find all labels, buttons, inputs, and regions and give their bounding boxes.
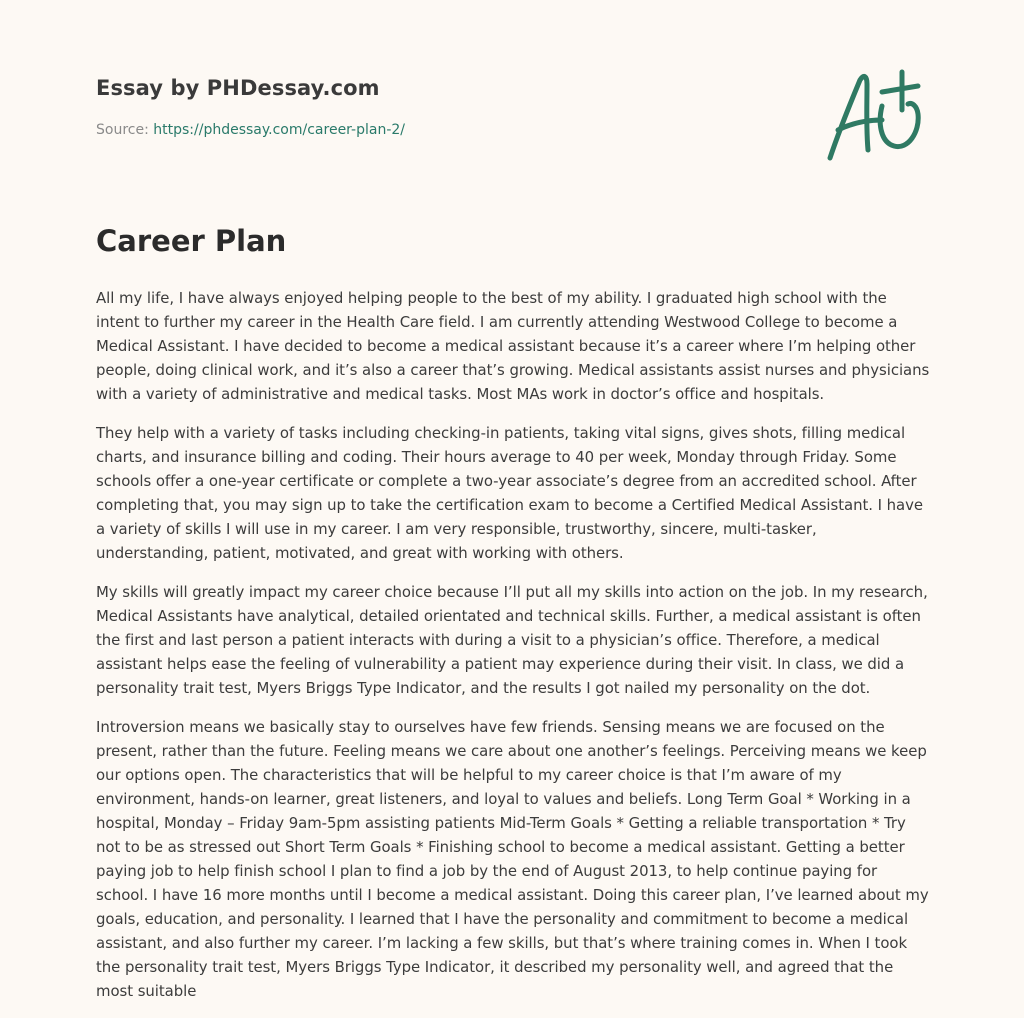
page-header xyxy=(96,76,796,138)
essay-paragraph: Introversion means we basically stay to ourselves have few friends. Sensing means we are focused on the present, rather than the future. Feeling means we care about one another’s feelings. Perceiving means we keep our options open. The characteristics that will be helpful to my career choice is that I’m aware of my environment, hands-on learner, great listeners, and loyal to values and beliefs. Long Term Goal * Working in a hospital, Monday – Friday 9am-5pm assisting patients Mid-Term Goals * Getting a reliable transportation * Try not to be as stressed out Short Term Goals * Finishing school to become a medical assistant. Getting a better paying job to help finish school I plan to find a job by the end of August 2013, to help continue paying for school. I have 16 more months until I become a medical assistant. Doing this career plan, I’ve learned about my goals, education, and personality. I learned that I have the personality and commitment to become a medical assistant, and also further my career. I’m lacking a few skills, but that’s where training comes in. When I took the personality trait test, Myers Briggs Type Indicator, it described my personality well, and agreed that the most suitable xyxy=(96,718,929,1000)
source-link[interactable]: https://phdessay.com/career-plan-2/ xyxy=(153,122,405,138)
essay-title: Career Plan xyxy=(96,224,287,258)
essay-body xyxy=(96,286,932,1018)
source-line xyxy=(96,122,796,138)
essay-paragraph: All my life, I have always enjoyed helping people to the best of my ability. I graduated high school with the intent to further my career in the Health Care field. I am currently attending Westwood College to become a Medical Assistant. I have decided to become a medical assistant because it’s a career where I’m helping other people, doing clinical work, and it’s also a career that’s growing. Medical assistants assist nurses and physicians with a variety of administrative and medical tasks. Most MAs work in doctor’s office and hospitals. xyxy=(96,289,930,403)
site-brand: Essay by PHDessay.com xyxy=(96,76,380,100)
a-plus-grade-icon xyxy=(820,66,930,166)
essay-paragraph: They help with a variety of tasks including checking-in patients, taking vital signs, gives shots, filling medical charts, and insurance billing and coding. Their hours average to 40 per week, Monday through Friday. Some schools offer a one-year certificate or complete a two-year associate’s degree from an accredited school. After completing that, you may sign up to take the certification exam to become a Certified Medical Assistant. I have a variety of skills I will use in my career. I am very responsible, trustworthy, sincere, multi-tasker, understanding, patient, motivated, and great with working with others. xyxy=(96,424,923,562)
essay-paragraph: My skills will greatly impact my career choice because I’ll put all my skills into action on the job. In my research, Medical Assistants have analytical, detailed orientated and technical skills. Further, a medical assistant is often the first and last person a patient interacts with during a visit to a physician’s office. Therefore, a medical assistant helps ease the feeling of vulnerability a patient may experience during their visit. In class, we did a personality trait test, Myers Briggs Type Indicator, and the results I got nailed my personality on the dot. xyxy=(96,583,928,697)
source-label: Source: xyxy=(96,122,154,138)
